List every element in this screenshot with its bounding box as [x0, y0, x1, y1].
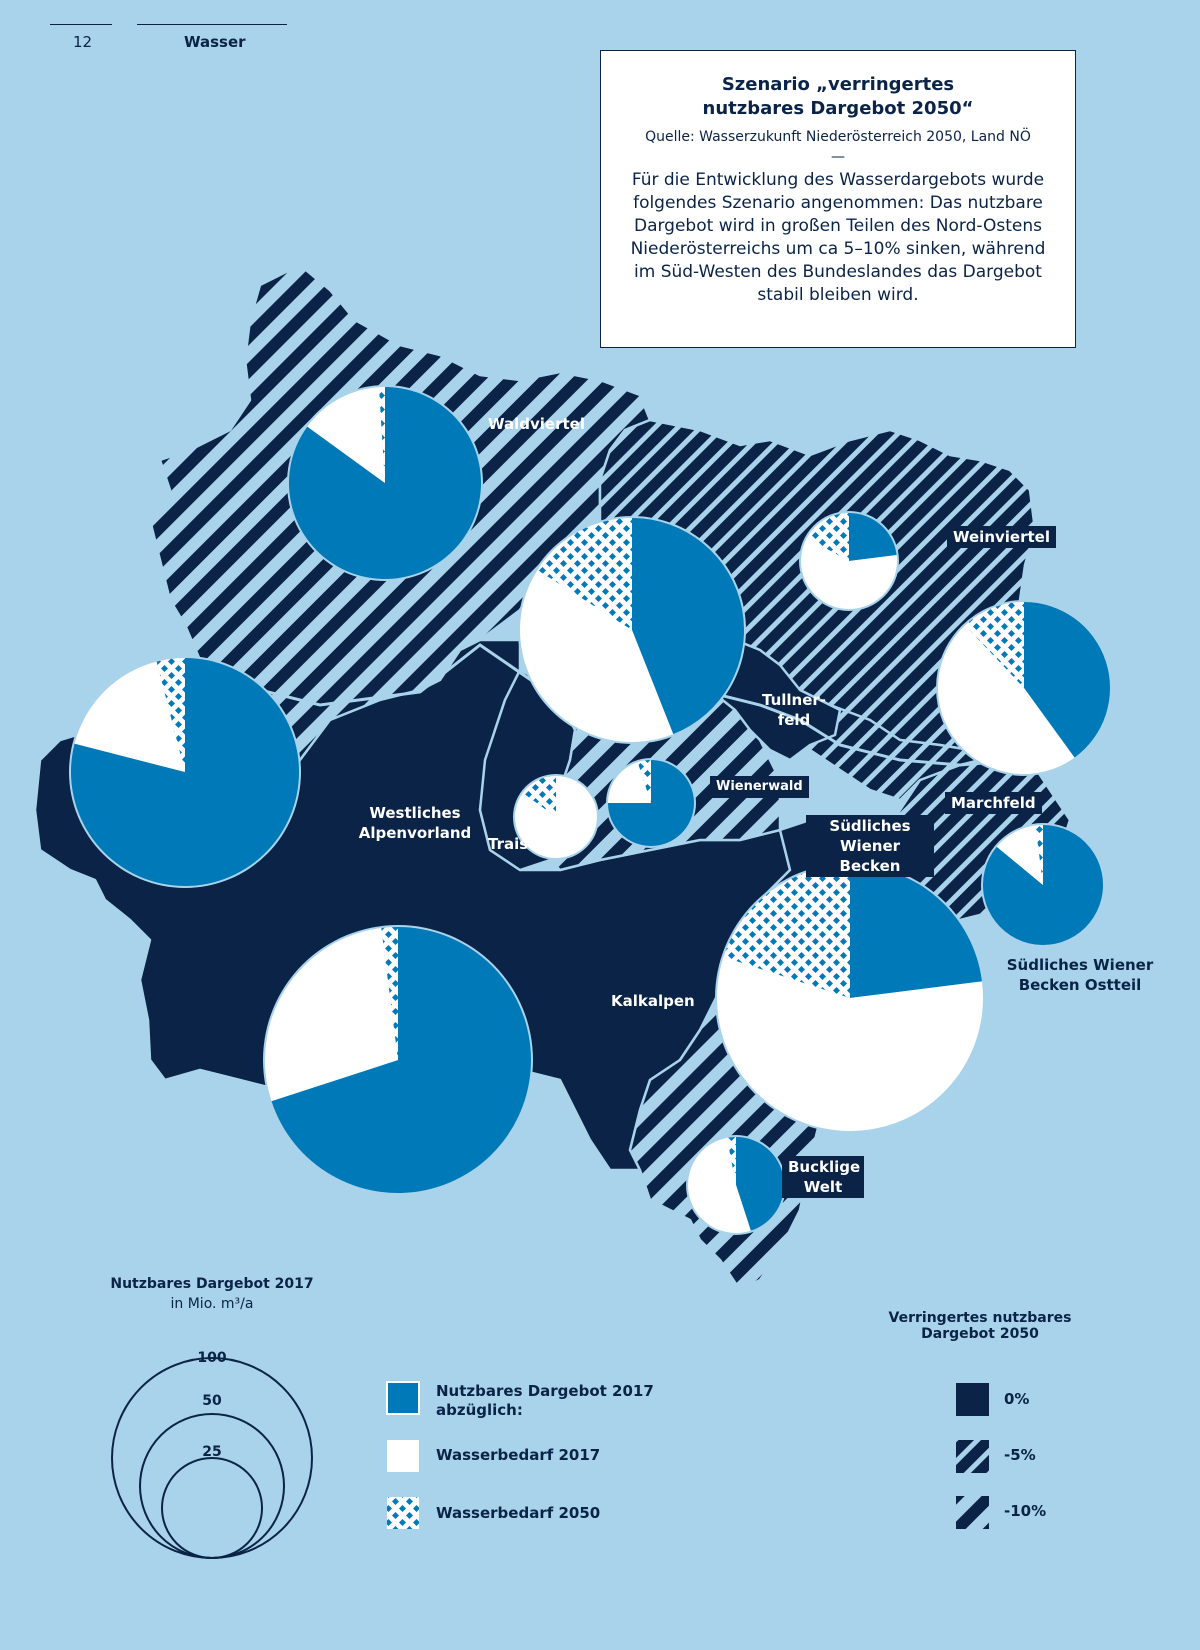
- info-title: Szenario „verringertes nutzbares Dargebot 2050“: [702, 74, 974, 119]
- swatch-demand-2017: [387, 1440, 419, 1472]
- info-dash: —: [831, 149, 845, 165]
- label-wienerwald: Wienerwald: [710, 776, 809, 798]
- pie-waldviertel: [287, 385, 483, 581]
- label-marchfeld: Marchfeld: [945, 792, 1042, 814]
- pie-bucklige-welt: [686, 1135, 786, 1235]
- legend-available-label: Nutzbares Dargebot 2017 abzüglich:: [436, 1382, 654, 1419]
- legend-demand-2017-label: Wasserbedarf 2017: [436, 1446, 601, 1464]
- info-box: [600, 50, 1076, 348]
- header-line-left: [50, 24, 112, 25]
- legend-size-title: Nutzbares Dargebot 2017: [110, 1276, 314, 1292]
- section-title: Wasser: [184, 33, 246, 51]
- label-westliches-alpenvorland: Westliches Alpenvorland: [358, 804, 472, 842]
- pie-weinviertel-east: [936, 600, 1112, 776]
- info-source: Quelle: Wasserzukunft Niederösterreich 2050, Land NÖ: [645, 129, 1031, 145]
- header-line-right: [137, 24, 287, 25]
- label-suedliches-wiener-becken: Südliches Wiener Becken: [806, 815, 934, 877]
- swatch-demand-2050: [387, 1497, 419, 1529]
- page-number: 12: [73, 33, 93, 51]
- label-suedliches-wiener-becken-ostteil: Südliches Wiener Becken Ostteil: [1006, 956, 1154, 994]
- pie-weinviertel-central: [518, 516, 746, 744]
- label-bucklige-welt: Bucklige Welt: [782, 1156, 864, 1198]
- label-weinviertel: Weinviertel: [947, 526, 1056, 548]
- pie-kalkalpen: [263, 925, 533, 1195]
- label-tullnerfeld: Tullner- feld: [761, 691, 827, 729]
- pie-weinviertel-north: [799, 511, 899, 611]
- legend-demand-2050-label: Wasserbedarf 2050: [436, 1504, 601, 1522]
- swatch-10: [956, 1496, 989, 1529]
- legend-reduction-5: -5%: [1004, 1446, 1036, 1464]
- pie-suedliches-wiener-becken: [715, 863, 985, 1133]
- legend-size-50: 50: [202, 1393, 222, 1409]
- info-body: Für die Entwicklung des Wasserdargebots wurde folgendes Szenario angenommen: Das nutzbare Dargebot wird in großen Teilen des Nord-Ostens Niederösterreichs um ca 5–10% sinken, während im Süd-Westen des Bundeslandes das Dargebot stabil bleiben wird.: [630, 170, 1046, 305]
- legend-size-25: 25: [202, 1444, 222, 1460]
- legend-size-unit: in Mio. m³/a: [170, 1296, 254, 1312]
- swatch-available: [387, 1382, 419, 1414]
- label-traisental: Traisental: [488, 835, 572, 853]
- legend-reduction-10: -10%: [1004, 1502, 1047, 1520]
- pie-wienerwald: [606, 758, 696, 848]
- label-kalkalpen: Kalkalpen: [611, 992, 695, 1010]
- legend-size-100: 100: [197, 1350, 227, 1366]
- swatch-5: [956, 1440, 989, 1473]
- pie-westliches-alpenvorland: [69, 656, 301, 888]
- swatch-0: [956, 1383, 989, 1416]
- label-waldviertel: Waldviertel: [488, 415, 585, 433]
- legend-reduction-title: Verringertes nutzbares Dargebot 2050: [888, 1310, 1072, 1342]
- pie-suedliches-wiener-becken-ostteil: [981, 823, 1105, 947]
- legend-reduction-0: 0%: [1004, 1390, 1030, 1408]
